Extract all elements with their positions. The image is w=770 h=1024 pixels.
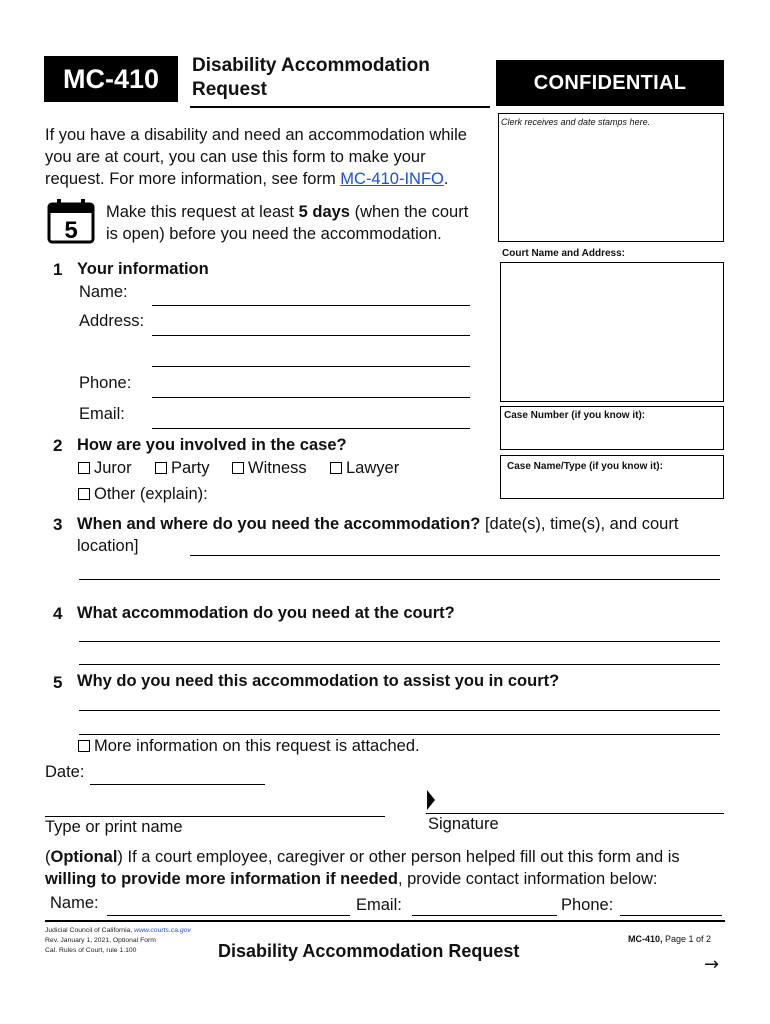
intro-line3 [45,168,505,190]
court-name-address-box[interactable] [500,262,724,402]
courts-link[interactable]: www.courts.ca.gov [134,927,191,934]
name-label: Name: [79,283,128,301]
party-checkbox[interactable] [155,462,167,474]
attached-checkbox[interactable] [78,740,90,752]
section3-input-line1[interactable] [190,555,720,556]
case-name-box[interactable] [500,455,724,499]
intro-line3-suffix: . [443,170,449,188]
signature-line[interactable] [426,813,724,814]
section1-number: 1 [53,260,63,279]
intro-line2: you are at court, you can use this form to make your [45,148,426,166]
phone-input-line[interactable] [152,397,470,398]
witness-option[interactable] [232,459,307,478]
calendar-icon [47,198,95,244]
section5-heading: Why do you need this accommodation to assist you in court? [77,672,560,690]
signature-arrow-icon [426,789,436,811]
other-option[interactable] [78,485,208,504]
clerk-stamp-note: Clerk receives and date stamps here. [501,117,651,127]
section3-hint: [date(s), time(s), and court [480,515,679,533]
section3-hint2: location] [77,537,139,555]
juror-option[interactable] [78,459,132,478]
helper-email-label: Email: [356,896,402,914]
notice-line1 [106,201,506,223]
email-label: Email: [79,405,125,423]
section4-heading: What accommodation do you need at the court? [77,604,455,622]
section3-number: 3 [53,515,63,534]
notice-days: 5 days [298,203,350,221]
party-label: Party [171,459,210,477]
signature-label: Signature [428,815,499,833]
explain-label: (explain): [139,485,208,503]
form-title-line1: Disability Accommodation [192,55,430,76]
court-name-label: Court Name and Address: [502,248,625,259]
helper-name-label: Name: [50,894,99,912]
case-number-box[interactable] [500,406,724,450]
optional-line1: (Optional) If a court employee, caregiver or other person helped fill out this form and is [45,848,680,866]
form-title [192,54,472,102]
form-id: MC-410 [62,63,160,94]
other-label: Other [94,485,136,503]
case-name-label: Case Name/Type (if you know it): [507,461,663,472]
section4-number: 4 [53,604,63,623]
footer-title: Disability Accommodation Request [218,941,520,961]
intro-line3-prefix: request. For more information, see form [45,170,341,188]
optional-paragraph [45,846,735,890]
helper-phone-label: Phone: [561,896,614,914]
print-name-label: Type or print name [45,818,183,836]
clerk-stamp-box [498,113,724,242]
mc410-info-link[interactable]: MC-410-INFO [340,170,444,188]
calendar-number: 5 [64,217,78,244]
helper-name-line[interactable] [107,915,350,916]
name-input-line[interactable] [152,305,470,306]
section3-heading: When and where do you need the accommodation? [77,515,481,533]
notice-line1-prefix: Make this request at least [106,203,299,221]
juror-checkbox[interactable] [78,462,90,474]
attached-option[interactable] [78,737,420,756]
section3-question [77,515,727,534]
optional-text1: ) If a court employee, caregiver or other person helped fill out this form and is [117,848,680,866]
address-input-line2[interactable] [152,366,470,367]
section1-heading: Your information [77,260,209,278]
juror-label: Juror [94,459,132,477]
address-input-line1[interactable] [152,335,470,336]
date-label: Date: [45,763,85,781]
date-input-line[interactable] [90,784,265,785]
notice-text [106,201,506,245]
witness-checkbox[interactable] [232,462,244,474]
attached-label: More information on this request is attached. [94,737,420,755]
address-label: Address: [79,312,145,330]
helper-email-line[interactable] [412,915,557,916]
helper-phone-line[interactable] [620,915,722,916]
header-rule [190,106,490,108]
phone-label: Phone: [79,374,132,392]
footer-rules: Cal. Rules of Court, rule 1.100 [45,947,137,954]
witness-label: Witness [248,459,307,477]
section4-input-line2[interactable] [79,664,720,665]
section2-heading: How are you involved in the case? [77,436,347,454]
footer-page-form: MC-410, [628,934,663,944]
intro-text [45,124,505,190]
intro-line1: If you have a disability and need an accommodation while [45,126,467,144]
optional-line2 [45,868,735,890]
section5-input-line1[interactable] [79,710,720,711]
party-option[interactable] [155,459,210,478]
footer-council [45,926,191,936]
form-id-badge [44,56,178,102]
optional-bold: Optional [50,848,118,866]
form-title-line2: Request [192,79,267,100]
lawyer-option[interactable] [330,459,399,478]
lawyer-checkbox[interactable] [330,462,342,474]
other-checkbox[interactable] [78,488,90,500]
section5-number: 5 [53,673,63,692]
section3-input-line2[interactable] [79,579,720,580]
case-number-label: Case Number (if you know it): [504,410,646,421]
footer-rule [45,920,725,922]
lawyer-label: Lawyer [346,459,400,477]
footer-page-text: Page 1 of 2 [662,934,712,944]
next-page-arrow-icon[interactable]: → [704,954,720,975]
confidential-label: CONFIDENTIAL [533,71,687,94]
optional-willing: willing to provide more information if needed [45,870,398,888]
section2-number: 2 [53,436,63,455]
section4-input-line1[interactable] [79,641,720,642]
footer-left [45,926,191,956]
footer-page [628,934,711,944]
optional-text2: , provide contact information below: [397,870,658,888]
footer-council-text: Judicial Council of California, [45,927,135,934]
email-input-line[interactable] [152,428,470,429]
notice-line2: is open) before you need the accommodation. [106,225,442,243]
confidential-banner [496,60,724,106]
notice-line1-suffix: (when the court [349,203,469,221]
print-name-line[interactable] [45,816,385,817]
section5-input-line2[interactable] [79,734,720,735]
footer-rev: Rev. January 1, 2021, Optional Form [45,937,156,944]
